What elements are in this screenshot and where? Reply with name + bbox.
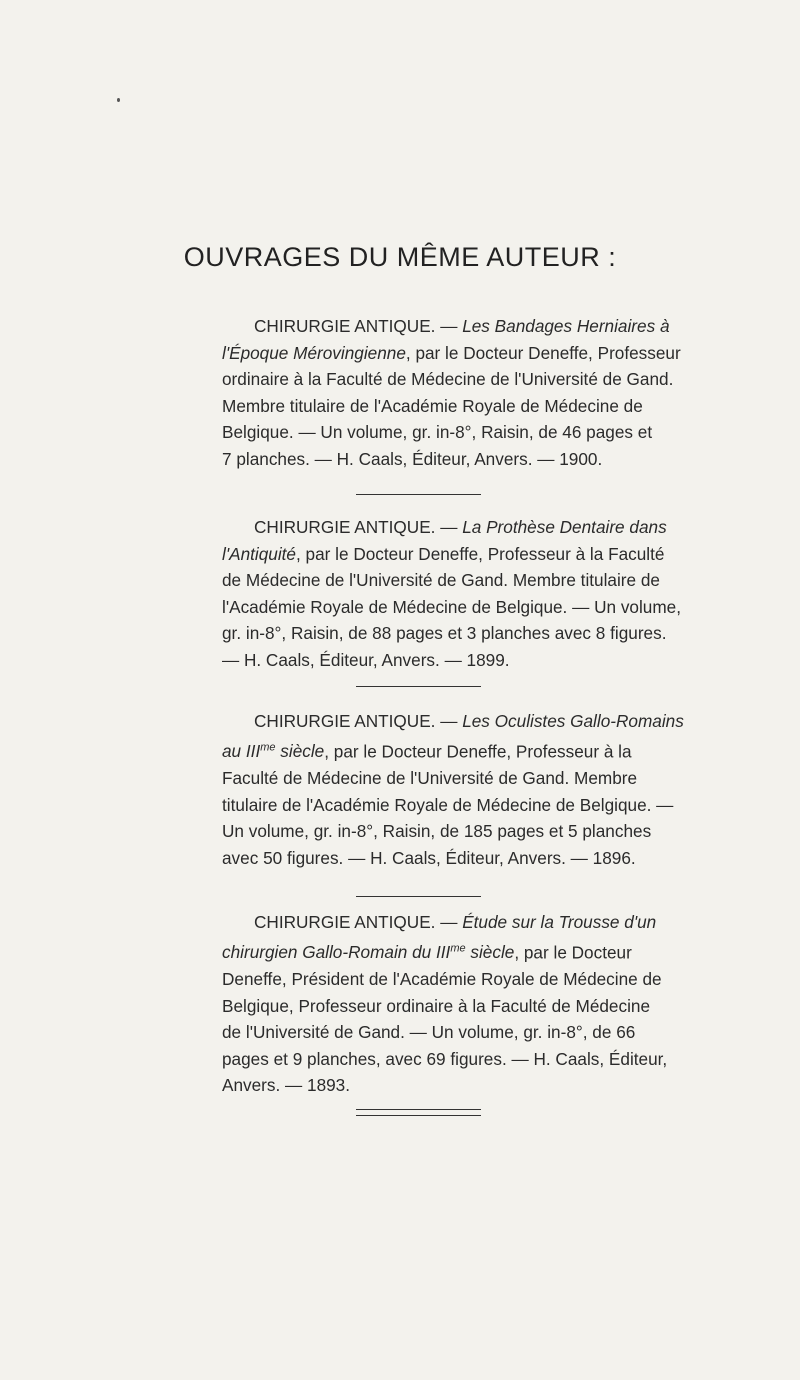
entry-line: Anvers. — 1893. (222, 1075, 351, 1096)
entry-line: avec 50 figures. — H. Caals, Éditeur, Anvers. — 1896. (222, 847, 636, 868)
entry-line: Un volume, gr. in-8°, Raisin, de 185 pages et 5 planches (222, 821, 652, 842)
entry-line: Membre titulaire de l'Académie Royale de Médecine de (222, 395, 643, 416)
entry-line: l'Académie Royale de Médecine de Belgique. — Un volume, (222, 596, 682, 617)
entry-line: de l'Université de Gand. — Un volume, gr. in-8°, de 66 (222, 1022, 636, 1043)
book-title: l'Époque Mérovingienne (222, 342, 406, 363)
entry-line: CHIRURGIE ANTIQUE. — Les Bandages Herniaires à (254, 316, 670, 336)
entry-line: l'Époque Mérovingienne, par le Docteur Deneffe, Professeur (222, 342, 681, 363)
book-title: chirurgien Gallo-Romain du $III^{me}$ siècle (222, 942, 515, 963)
entry-line: Belgique, Professeur ordinaire à la Faculté de Médecine (222, 995, 651, 1016)
book-title: La Prothèse Dentaire dans (462, 517, 667, 537)
entry-line: Belgique. — Un volume, gr. in-8°, Raisin, de 46 pages et (222, 422, 653, 443)
book-title: Les Bandages Herniaires à (462, 316, 670, 336)
entry-line: CHIRURGIE ANTIQUE. — La Prothèse Dentaire dans (254, 517, 667, 537)
entry-line: gr. in-8°, Raisin, de 88 pages et 3 planches avec 8 figures. (222, 623, 667, 644)
page-heading: OUVRAGES DU MÊME AUTEUR : (183, 242, 617, 272)
entry-line: Deneffe, Président de l'Académie Royale de Médecine de (222, 968, 662, 989)
entry-line: de Médecine de l'Université de Gand. Membre titulaire de (222, 570, 660, 591)
entry-line: chirurgien Gallo-Romain du $III^{me}$ siècle, par le Docteur (222, 942, 632, 963)
entry-line: Faculté de Médecine de l'Université de Gand. Membre (222, 767, 638, 788)
entry-line: 7 planches. — H. Caals, Éditeur, Anvers. — 1900. (222, 448, 603, 469)
closing-double-rule (356, 1109, 481, 1116)
entry-line: CHIRURGIE ANTIQUE. — Les Oculistes Gallo-Romains (254, 711, 684, 731)
entry-line: au $III^{me}$ siècle, par le Docteur Deneffe, Professeur à la (222, 741, 632, 762)
ink-speck (117, 98, 120, 102)
entry-line: titulaire de l'Académie Royale de Médecine de Belgique. — (222, 794, 674, 815)
bibliography-entry-2 (222, 514, 682, 674)
entry-line: CHIRURGIE ANTIQUE. — Étude sur la Trousse d'un (254, 912, 657, 932)
book-title: au $III^{me}$ siècle (222, 741, 325, 762)
separator-rule (356, 494, 481, 495)
book-title: Étude sur la Trousse d'un (462, 912, 657, 932)
bibliography-entry-3 (222, 708, 684, 871)
entry-line: ordinaire à la Faculté de Médecine de l'Université de Gand. (222, 369, 674, 390)
bibliography-entry-1 (222, 313, 681, 473)
entry-line: pages et 9 planches, avec 69 figures. — H. Caals, Éditeur, (222, 1048, 668, 1069)
book-title: Les Oculistes Gallo-Romains (462, 711, 684, 731)
book-title: l'Antiquité (222, 543, 296, 564)
separator-rule (356, 896, 481, 897)
entry-line: — H. Caals, Éditeur, Anvers. — 1899. (222, 649, 510, 670)
bibliography-entry-4 (222, 909, 668, 1099)
entry-line: l'Antiquité, par le Docteur Deneffe, Professeur à la Faculté (222, 543, 665, 564)
separator-rule (356, 686, 481, 687)
